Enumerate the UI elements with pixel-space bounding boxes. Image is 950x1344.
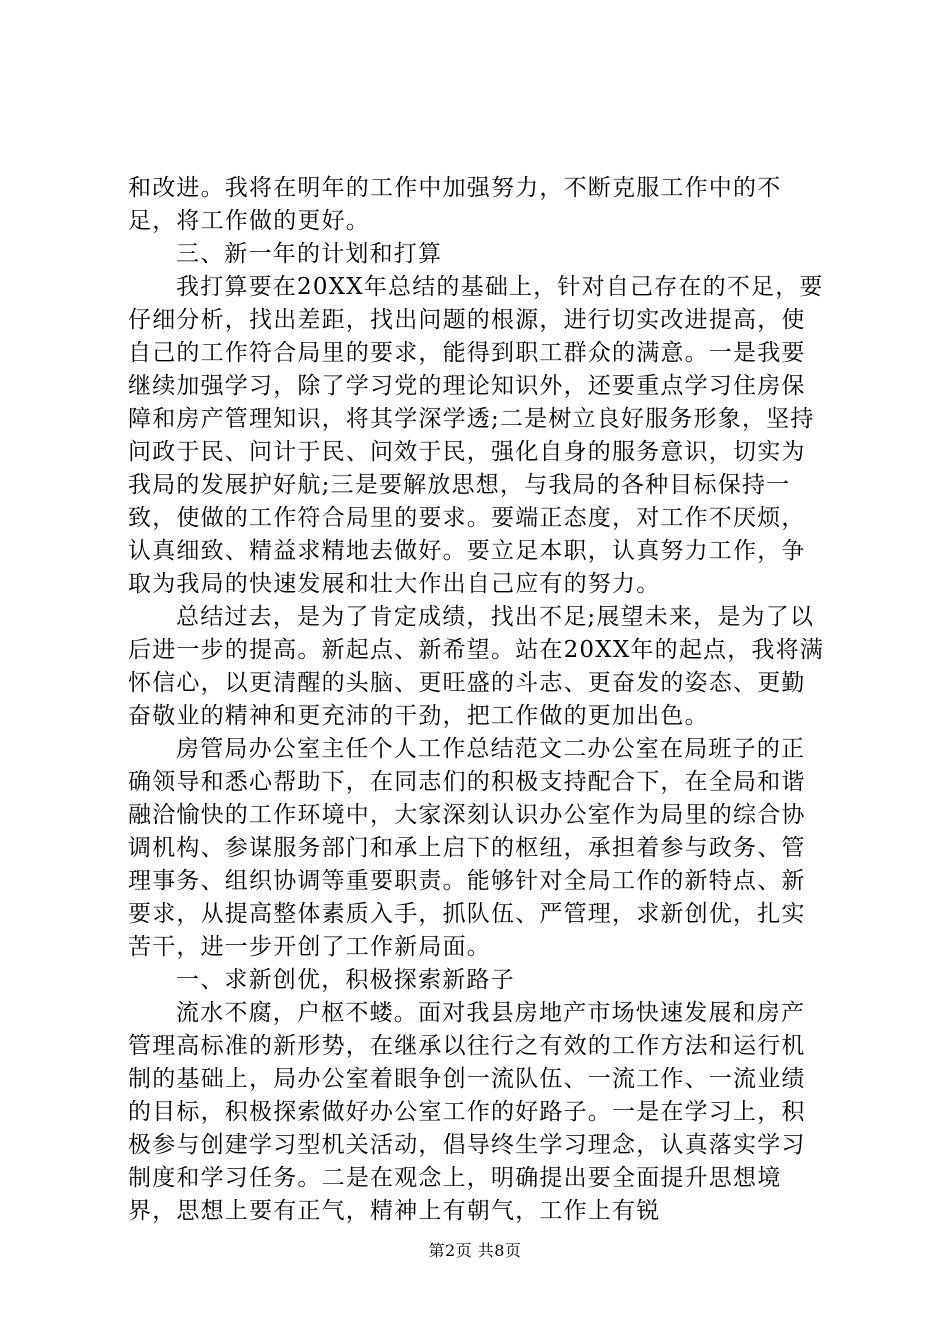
page-number-footer: 第2页 共8页 [428, 1241, 522, 1260]
section-heading-plan: 三、新一年的计划和打算 [176, 241, 443, 267]
section-heading-innovation: 一、求新创优，积极探索新路子 [176, 967, 515, 993]
paragraph-summary: 总结过去，是为了肯定成绩，找出不足;展望未来，是为了以后进一步的提高。新起点、新希望。站在20XX年的起点，我将满怀信心，以更清醒的头脑、更旺盛的斗志、更奋发的姿态、更勤奋敬业的精神和更充沛的干劲，把工作做的更加出色。 [128, 604, 825, 729]
paragraph-continuation: 和改进。我将在明年的工作中加强努力，不断克服工作中的不足，将工作做的更好。 [128, 175, 782, 234]
document-body [128, 172, 828, 1228]
paragraph-sample-two: 房管局办公室主任个人工作总结范文二办公室在局班子的正确领导和悉心帮助下，在同志们的积极支持配合下，在全局和谐融洽愉快的工作环境中，大家深刻认识办公室作为局里的综合协调机构、参谋服务部门和承上启下的枢纽，承担着参与政务、管理事务、组织协调等重要职责。能够针对全局工作的新特点、新要求，从提高整体素质入手，抓队伍、严管理，求新创优，扎实苦干，进一步开创了工作新局面。 [128, 736, 806, 960]
paragraph-innovation: 流水不腐，户枢不蝼。面对我县房地产市场快速发展和房产管理高标准的新形势，在继承以往行之有效的工作方法和运行机制的基础上，局办公室着眼争创一流队伍、一流工作、一流业绩的目标，积极探索做好办公室工作的好路子。一是在学习上，积极参与创建学习型机关活动，倡导终生学习理念，认真落实学习制度和学习任务。二是在观念上，明确提出要全面提升思想境界，思想上要有正气，精神上有朝气，工作上有锐 [128, 1000, 806, 1224]
paragraph-plan: 我打算要在20XX年总结的基础上，针对自己存在的不足，要仔细分析，找出差距，找出问题的根源，进行切实改进提高，使自己的工作符合局里的要求，能得到职工群众的满意。一是我要继续加强学习，除了学习党的理论知识外，还要重点学习住房保障和房产管理知识，将其学深学透;二是树立良好服务形象，坚持问政于民、问计于民、问效于民，强化自身的服务意识，切实为我局的发展护好航;三是要解放思想，与我局的各种目标保持一致，使做的工作符合局里的要求。要端正态度，对工作不厌烦，认真细致、精益求精地去做好。要立足本职，认真努力工作，争取为我局的快速发展和壮大作出自己应有的努力。 [128, 274, 824, 597]
